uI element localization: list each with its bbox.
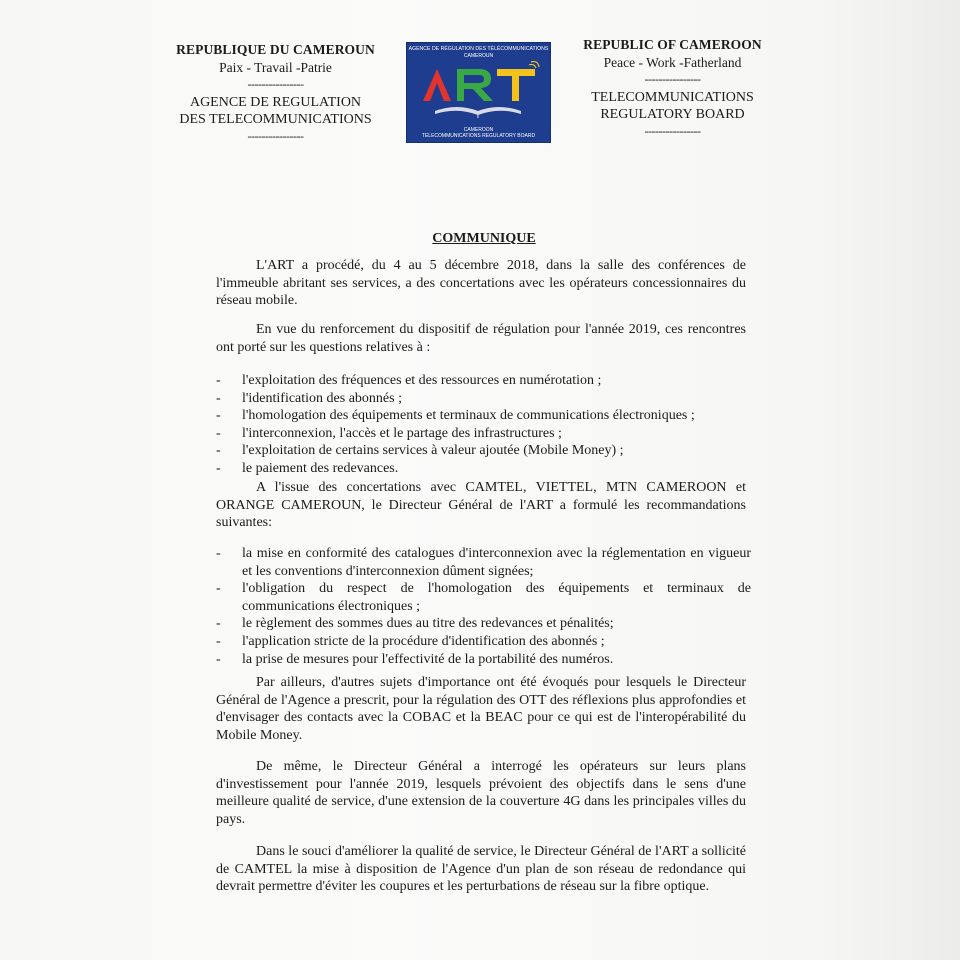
list-item: - l'homologation des équipements et terminaux de communications électroniques ; [216,407,751,425]
paragraph-investment: De même, le Directeur Général a interrogé les opérateurs sur leurs plans d'investissement pour l'année 2019, lesquels prévoient des objectifs dans le sens d'une meilleure qualité de service, d'une extension de la couverture 4G dans les principales villes du pays. [216,759,746,827]
paragraph-quality-service: Dans le souci d'améliorer la qualité de service, le Directeur Général de l'ART a sollicité de CAMTEL la mise à disposition de l'Agence d'un plan de son réseau de redondance qui devrait permettre d'éviter les coupures et les perturbations de réseau sur la fibre optique. [216,844,746,895]
agency-name-en-line2: REGULATORY BOARD [600,107,745,122]
logo-bottom-text [407,127,550,139]
motto-en: Peace - Work -Fatherland [603,55,742,70]
document-title: COMMUNIQUE [432,231,536,246]
logo-top-country: CAMEROUN [463,53,494,59]
list-item: - la mise en conformité des catalogues d'interconnexion avec la réglementation en vigueur et les conventions d'interconnexion dûment signées; [216,545,751,580]
header-right-block [570,37,775,141]
divider: ---------------- [644,72,701,86]
paragraph-topics-intro: En vue du renforcement du dispositif de régulation pour l'année 2019, ces rencontres ont porté sur les questions relatives à : [216,322,746,355]
paragraph-other-topics: Par ailleurs, d'autres sujets d'importance ont été évoqués pour lesquels le Directeur Général de l'Agence a prescrit, pour la régulation des OTT des réflexions plus approfondies et d'envisager des contacts avec la COBAC et la BEAC pour ce qui est de l'interopérabilité du Mobile Money. [216,675,746,743]
divider: ---------------- [247,77,304,91]
agency-name-fr-line1: AGENCE DE REGULATION [189,95,362,110]
list-item: - le règlement des sommes dues au titre des redevances et pénalités; [216,615,751,633]
list-item: - l'application stricte de la procédure d'identification des abonnés ; [216,633,751,651]
logo-top-text: AGENCE DE RÉGULATION DES TÉLÉCOMMUNICATIONS [408,46,549,52]
paragraph-intro: L'ART a procédé, du 4 au 5 décembre 2018, dans la salle des conférences de l'immeuble abritant ses services, a des concertations avec les opérateurs concessionnaires du réseau mobile. [216,258,746,309]
agency-name-fr-line2: DES TELECOMMUNICATIONS [179,112,372,127]
list-item: - l'obligation du respect de l'homologation des équipements et terminaux de communications électroniques ; [216,580,751,615]
country-name-en: REPUBLIC OF CAMEROON [583,37,762,52]
list-item: - l'identification des abonnés ; [216,390,751,408]
list-item: - l'exploitation des fréquences et des ressources en numérotation ; [216,372,751,390]
country-name-fr: REPUBLIQUE DU CAMEROUN [176,42,375,57]
logo-bottom-agency: TELECOMMUNICATIONS REGULATORY BOARD [421,133,536,139]
topics-list [216,372,751,478]
art-logo [406,42,551,143]
list-item: - l'interconnexion, l'accès et le partage des infrastructures ; [216,425,751,443]
divider: ---------------- [247,129,304,143]
header-left-block [168,42,383,146]
motto-fr: Paix - Travail -Patrie [219,60,332,75]
agency-name-en-line1: TELECOMMUNICATIONS [591,90,754,105]
list-item: - le paiement des redevances. [216,460,751,478]
divider: ---------------- [644,124,701,138]
list-item: - l'exploitation de certains services à valeur ajoutée (Mobile Money) ; [216,442,751,460]
art-wordmark-icon [417,61,540,121]
paragraph-recommendations-intro: A l'issue des concertations avec CAMTEL, VIETTEL, MTN CAMEROON et ORANGE CAMEROUN, le Directeur Général de l'ART a formulé les recommandations suivantes: [216,480,746,531]
logo-bottom-country: CAMEROON [463,127,494,133]
recommendations-list [216,545,751,668]
list-item: - la prise de mesures pour l'effectivité de la portabilité des numéros. [216,651,751,669]
